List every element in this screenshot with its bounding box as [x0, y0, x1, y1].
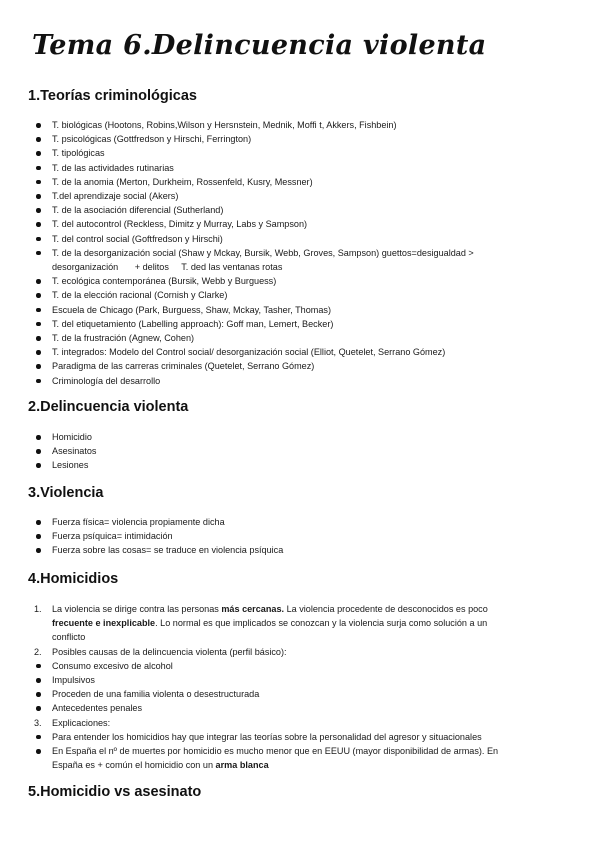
page-title: Tema 6.Delincuencia violenta: [32, 30, 487, 61]
list-item: Criminología del desarrollo: [34, 374, 474, 388]
list-item: Proceden de una familia violenta o desestructurada: [28, 687, 568, 701]
wrap-text-a: desorganización: [52, 262, 119, 273]
numbered-item-2: [28, 645, 568, 659]
list-item: Asesinatos: [34, 444, 96, 458]
list-item: Paradigma de las carreras criminales (Quetelet, Serrano Gómez): [34, 359, 474, 373]
list-item: Fuerza física= violencia propiamente dicha: [34, 515, 283, 529]
list-item: T. del control social (Goftfredson y Hirschi): [34, 232, 474, 246]
section-heading-homicide-vs-murder: 5.Homicidio vs asesinato: [28, 784, 202, 800]
text: Explicaciones:: [52, 717, 111, 728]
list-item: T. de la anomia (Merton, Durkheim, Rossenfeld, Kusry, Messner): [34, 175, 474, 189]
list-item: Consumo excesivo de alcohol: [28, 659, 568, 673]
homicides-list: [28, 602, 568, 772]
bold-text: frecuente e inexplicable: [52, 618, 156, 629]
list-item: T. psicológicas (Gottfredson y Hirschi, Ferrington): [34, 132, 474, 146]
text: La violencia se dirige contra las personas: [52, 604, 222, 614]
list-item: Escuela de Chicago (Park, Burguess, Shaw, Mckay, Tasher, Thomas): [34, 303, 474, 317]
violent-crime-list: [34, 430, 96, 473]
item-number: 2.: [34, 646, 42, 657]
list-item: [28, 744, 568, 772]
list-item: Impulsivos: [28, 673, 568, 687]
list-item: Lesiones: [34, 458, 96, 472]
list-item: T. del etiquetamiento (Labelling approach): Goff man, Lemert, Becker): [34, 317, 474, 331]
section-heading-violent-crime: 2.Delincuencia violenta: [28, 399, 189, 415]
theories-list: [34, 118, 474, 388]
text: La violencia procedente de desconocidos es poco: [284, 604, 488, 614]
wrap-text-c: T. ded las ventanas rotas: [181, 262, 283, 273]
list-item: T. de la elección racional (Cornish y Clarke): [34, 288, 474, 302]
bold-text: más cercanas.: [221, 604, 285, 614]
list-item: T. del autocontrol (Reckless, Dimitz y Murray, Labs y Sampson): [34, 217, 474, 231]
wrap-text-b: + delitos: [134, 262, 169, 273]
list-item: T. de la frustración (Agnew, Cohen): [34, 331, 474, 345]
violence-list: [34, 515, 283, 558]
list-item-text: T. de la desorganización social (Shaw y Mckay, Bursik, Webb, Groves, Sampson) guettos=desigualdad >: [52, 247, 474, 258]
list-item: T. integrados: Modelo del Control social/ desorganización social (Elliot, Quetelet, Serrano Gómez): [34, 345, 474, 359]
list-item: T. de la asociación diferencial (Sutherland): [34, 203, 474, 217]
list-item: T.del aprendizaje social (Akers): [34, 189, 474, 203]
text: conflicto: [52, 632, 86, 643]
list-item: Fuerza psíquica= intimidación: [34, 529, 283, 543]
text: Posibles causas de la delincuencia violenta (perfil básico):: [52, 646, 287, 657]
item-number: 3.: [34, 717, 42, 728]
list-item: Homicidio: [34, 430, 96, 444]
list-item: Fuerza sobre las cosas= se traduce en violencia psíquica: [34, 543, 283, 557]
bold-text: arma blanca: [215, 760, 269, 771]
item-number: 1.: [34, 604, 42, 614]
list-item: [34, 246, 474, 274]
numbered-item-3: [28, 716, 568, 730]
section-heading-theories: 1.Teorías criminológicas: [28, 88, 197, 104]
list-item: Para entender los homicidios hay que integrar las teorías sobre la personalidad del agresor y situacionales: [28, 730, 568, 744]
section-heading-violence: 3.Violencia: [28, 485, 104, 501]
list-item: Antecedentes penales: [28, 701, 568, 715]
text: España es + común el homicidio con un: [52, 760, 216, 771]
list-item: T. biológicas (Hootons, Robins,Wilson y Hersnstein, Mednik, Moffi t, Akkers, Fishbein): [34, 118, 474, 132]
text: En España el nº de muertes por homicidio es mucho menor que en EEUU (mayor disponibilidad de armas). En: [52, 746, 499, 757]
list-item: T. tipológicas: [34, 146, 474, 160]
list-item: T. ecológica contemporánea (Bursik, Webb y Burguess): [34, 274, 474, 288]
numbered-item-1: [28, 602, 568, 645]
text: . Lo normal es que implicados se conozcan y la violencia surja como solución a un: [155, 618, 488, 629]
section-heading-homicides: 4.Homicidios: [28, 571, 119, 587]
list-item: T. de las actividades rutinarias: [34, 161, 474, 175]
